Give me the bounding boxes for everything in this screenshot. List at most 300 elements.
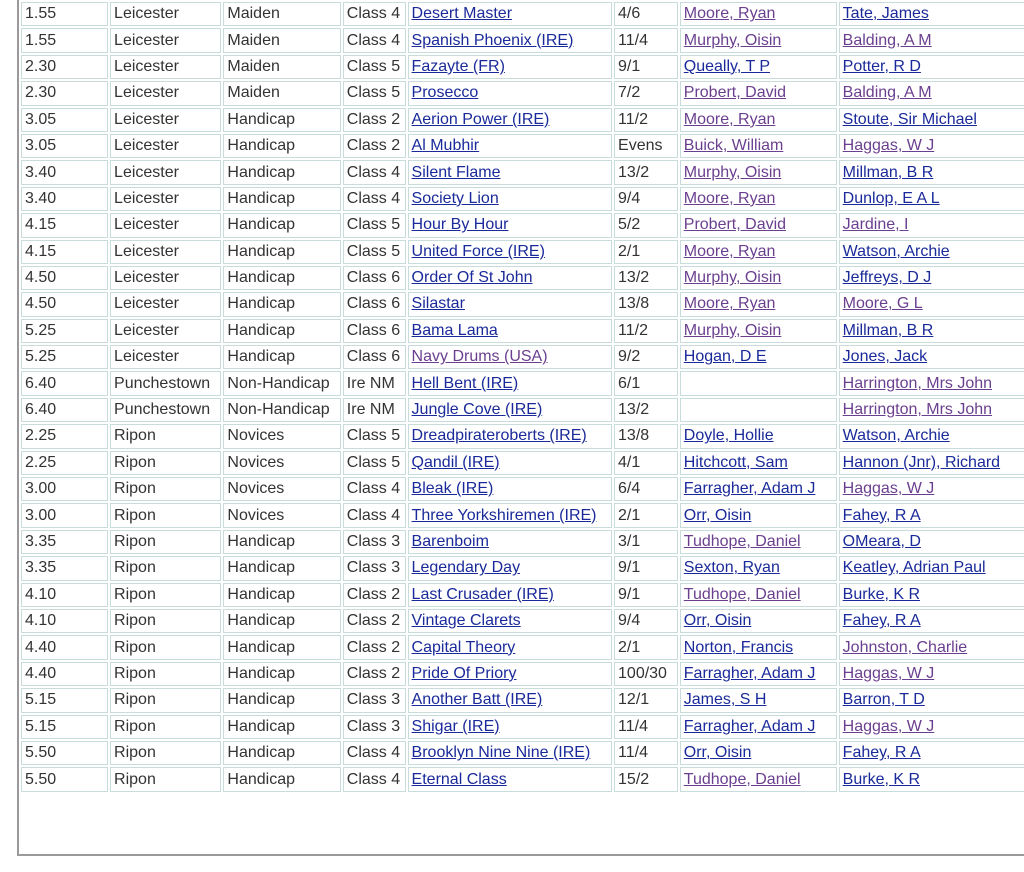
table-row [21,583,1024,607]
jockey-cell [680,134,837,158]
course-cell: Ripon [110,609,221,633]
trainer-cell [839,741,1024,765]
odds-cell: 9/2 [614,345,678,369]
course-cell: Ripon [110,424,221,448]
course-cell: Leicester [110,134,221,158]
jockey-cell [680,2,837,26]
results-table-container [17,0,1024,856]
jockey-cell [680,530,837,554]
horse-link[interactable]: Fazayte (FR) [411,57,505,75]
jockey-link[interactable]: Farragher, Adam J [683,717,816,735]
table-row [21,503,1024,527]
race-time-cell: 4.15 [21,213,108,237]
race-class-cell: Class 2 [343,609,406,633]
odds-cell: 9/1 [614,55,678,79]
table-row [21,319,1024,343]
race-time-cell: 4.50 [21,292,108,316]
race-time-cell: 3.05 [21,108,108,132]
horse-cell [408,503,612,527]
race-type-cell: Handicap [223,662,340,686]
trainer-cell [839,767,1024,791]
race-type-cell: Handicap [223,688,340,712]
course-cell: Leicester [110,213,221,237]
race-class-cell: Class 4 [343,741,406,765]
race-class-cell: Class 3 [343,715,406,739]
horse-link[interactable]: Pride Of Priory [411,664,517,682]
race-class-cell: Class 5 [343,240,406,264]
trainer-link[interactable]: Jeffreys, D J [842,269,932,287]
jockey-link[interactable]: Probert, David [683,84,787,102]
odds-cell: 3/1 [614,530,678,554]
race-class-cell: Class 6 [343,266,406,290]
table-row [21,715,1024,739]
race-time-cell: 6.40 [21,398,108,422]
trainer-cell [839,662,1024,686]
race-type-cell: Handicap [223,583,340,607]
odds-cell: 6/1 [614,371,678,395]
race-time-cell: 3.00 [21,503,108,527]
horse-link[interactable]: Vintage Clarets [411,612,521,630]
trainer-link[interactable]: Potter, R D [842,57,921,75]
course-cell: Ripon [110,583,221,607]
table-row [21,345,1024,369]
horse-cell [408,767,612,791]
jockey-link[interactable]: Norton, Francis [683,638,794,656]
course-cell: Punchestown [110,371,221,395]
race-class-cell: Ire NM [343,371,406,395]
race-class-cell: Class 3 [343,556,406,580]
jockey-cell [680,556,837,580]
table-row [21,240,1024,264]
jockey-cell [680,81,837,105]
horse-link[interactable]: Hour By Hour [411,216,509,234]
table-row [21,530,1024,554]
horse-link[interactable]: United Force (IRE) [411,242,545,260]
horse-link[interactable]: Order Of St John [411,269,533,287]
trainer-link[interactable]: Jardine, I [842,216,909,234]
jockey-link[interactable]: Murphy, Oisin [683,321,782,339]
jockey-cell [680,345,837,369]
course-cell: Leicester [110,240,221,264]
race-time-cell: 4.40 [21,662,108,686]
trainer-cell [839,319,1024,343]
race-time-cell: 1.55 [21,2,108,26]
table-row [21,477,1024,501]
trainer-cell [839,583,1024,607]
race-type-cell: Maiden [223,2,340,26]
horse-link[interactable]: Last Crusader (IRE) [411,585,554,603]
race-class-cell: Class 4 [343,477,406,501]
horse-link[interactable]: Legendary Day [411,559,521,577]
trainer-link[interactable]: Keatley, Adrian Paul [842,559,986,577]
trainer-link[interactable]: OMeara, D [842,533,921,550]
trainer-link[interactable]: Dunlop, E A L [842,189,940,207]
trainer-link[interactable]: Burke, K R [842,585,921,603]
trainer-cell [839,688,1024,712]
odds-cell: 5/2 [614,213,678,237]
trainer-link[interactable]: Haggas, W J [842,137,935,155]
race-type-cell: Handicap [223,715,340,739]
jockey-cell [680,635,837,659]
trainer-link[interactable]: Watson, Archie [842,242,950,260]
course-cell: Ripon [110,715,221,739]
race-type-cell: Maiden [223,81,340,105]
trainer-link[interactable]: Moore, G L [842,295,923,313]
race-time-cell: 2.25 [21,424,108,448]
race-time-cell: 2.30 [21,55,108,79]
jockey-cell [680,398,837,422]
horse-cell [408,55,612,79]
horse-link[interactable]: Capital Theory [411,638,516,656]
table-row [21,108,1024,132]
trainer-link[interactable]: Balding, A M [842,84,932,102]
jockey-cell [680,451,837,475]
race-class-cell: Class 2 [343,662,406,686]
jockey-link[interactable]: Probert, David [683,216,787,234]
trainer-cell [839,292,1024,316]
odds-cell: 6/4 [614,477,678,501]
race-class-cell: Class 6 [343,345,406,369]
odds-cell: 13/2 [614,160,678,184]
trainer-cell [839,81,1024,105]
trainer-link[interactable]: Watson, Archie [842,427,950,445]
odds-cell: 15/2 [614,767,678,791]
trainer-cell [839,451,1024,475]
horse-cell [408,292,612,316]
trainer-link[interactable]: Tate, James [842,5,929,23]
trainer-cell [839,266,1024,290]
table-row [21,662,1024,686]
trainer-link[interactable]: Harrington, Mrs John [842,401,993,419]
odds-cell: 13/2 [614,398,678,422]
horse-link[interactable]: Navy Drums (USA) [411,348,548,366]
course-cell: Leicester [110,292,221,316]
race-type-cell: Handicap [223,345,340,369]
horse-cell [408,28,612,52]
trainer-link[interactable]: Burke, K R [842,770,921,788]
jockey-link[interactable]: Orr, Oisin [683,506,752,524]
table-row [21,741,1024,765]
table-row [21,187,1024,211]
trainer-link[interactable]: Harrington, Mrs John [842,374,993,392]
horse-cell [408,187,612,211]
odds-cell: 11/4 [614,741,678,765]
horse-cell [408,477,612,501]
horse-link[interactable]: Qandil (IRE) [411,453,500,471]
jockey-link[interactable]: Orr, Oisin [683,612,752,630]
jockey-link[interactable]: Farragher, Adam J [683,480,816,498]
odds-cell: 7/2 [614,81,678,105]
horse-cell [408,266,612,290]
horse-link[interactable]: Silent Flame [411,163,501,181]
odds-cell: 13/8 [614,424,678,448]
course-cell: Punchestown [110,398,221,422]
jockey-link[interactable]: Buick, William [683,137,784,155]
table-row [21,266,1024,290]
table-row [21,398,1024,422]
race-class-cell: Class 6 [343,319,406,343]
jockey-link[interactable]: Orr, Oisin [683,744,752,762]
jockey-cell [680,583,837,607]
jockey-link[interactable]: Farragher, Adam J [683,664,816,682]
race-time-cell: 2.25 [21,451,108,475]
race-type-cell: Handicap [223,741,340,765]
race-class-cell: Class 4 [343,160,406,184]
jockey-link[interactable]: Hogan, D E [683,348,767,366]
horse-link[interactable]: Jungle Cove (IRE) [411,401,543,419]
trainer-link[interactable]: Haggas, W J [842,480,935,498]
jockey-link[interactable]: Moore, Ryan [683,5,776,23]
horse-link[interactable]: Shigar (IRE) [411,717,500,735]
trainer-cell [839,715,1024,739]
race-time-cell: 5.15 [21,715,108,739]
trainer-cell [839,345,1024,369]
odds-cell: 100/30 [614,662,678,686]
jockey-cell [680,319,837,343]
race-class-cell: Class 2 [343,635,406,659]
jockey-cell [680,28,837,52]
table-row [21,767,1024,791]
odds-cell: 9/4 [614,609,678,633]
odds-cell: 11/2 [614,108,678,132]
horse-link[interactable]: Eternal Class [411,770,507,788]
jockey-link[interactable]: Murphy, Oisin [683,163,782,181]
horse-cell [408,134,612,158]
race-type-cell: Novices [223,503,340,527]
horse-link[interactable]: Dreadpirateroberts (IRE) [411,427,587,445]
horse-link[interactable]: Hell Bent (IRE) [411,374,519,392]
race-time-cell: 1.55 [21,28,108,52]
jockey-link[interactable]: Hitchcott, Sam [683,453,788,471]
horse-link[interactable]: Bleak (IRE) [411,480,494,498]
race-time-cell: 3.35 [21,530,108,554]
trainer-cell [839,477,1024,501]
jockey-link[interactable]: Queally, T P [683,57,771,75]
race-time-cell: 3.00 [21,477,108,501]
trainer-link[interactable]: Millman, B R [842,321,934,339]
trainer-cell [839,609,1024,633]
race-type-cell: Novices [223,451,340,475]
race-time-cell: 2.30 [21,81,108,105]
trainer-cell [839,424,1024,448]
horse-link[interactable]: Bama Lama [411,321,498,339]
trainer-link[interactable]: Hannon (Jnr), Richard [842,453,1001,471]
jockey-cell [680,266,837,290]
race-type-cell: Handicap [223,160,340,184]
odds-cell: 11/2 [614,319,678,343]
table-row [21,28,1024,52]
race-time-cell: 5.25 [21,319,108,343]
table-row [21,55,1024,79]
horse-cell [408,662,612,686]
jockey-link[interactable]: Moore, Ryan [683,110,776,128]
race-time-cell: 3.40 [21,187,108,211]
jockey-link[interactable]: Doyle, Hollie [683,427,774,445]
race-class-cell: Class 4 [343,503,406,527]
race-class-cell: Class 5 [343,55,406,79]
horse-link[interactable]: Brooklyn Nine Nine (IRE) [411,744,591,762]
jockey-link[interactable]: Murphy, Oisin [683,31,782,49]
race-class-cell: Class 5 [343,424,406,448]
jockey-cell [680,187,837,211]
trainer-link[interactable]: Fahey, R A [842,744,921,762]
race-class-cell: Class 3 [343,688,406,712]
horse-cell [408,556,612,580]
race-time-cell: 4.15 [21,240,108,264]
horse-cell [408,108,612,132]
jockey-link[interactable]: Moore, Ryan [683,295,776,313]
course-cell: Leicester [110,81,221,105]
jockey-cell [680,741,837,765]
jockey-link[interactable]: James, S H [683,691,767,709]
horse-cell [408,609,612,633]
horse-link[interactable]: Al Mubhir [411,137,480,155]
trainer-cell [839,371,1024,395]
horse-cell [408,81,612,105]
odds-cell: 4/6 [614,2,678,26]
course-cell: Leicester [110,345,221,369]
horse-cell [408,530,612,554]
course-cell: Ripon [110,451,221,475]
race-class-cell: Class 5 [343,451,406,475]
trainer-cell [839,28,1024,52]
jockey-link[interactable]: Moore, Ryan [683,242,776,260]
horse-cell [408,635,612,659]
jockey-cell [680,503,837,527]
jockey-cell [680,55,837,79]
horse-link[interactable]: Another Batt (IRE) [411,691,543,709]
jockey-link[interactable]: Tudhope, Daniel [683,585,801,603]
course-cell: Ripon [110,688,221,712]
course-cell: Ripon [110,477,221,501]
trainer-link[interactable]: Jones, Jack [842,348,928,366]
trainer-link[interactable]: Haggas, W J [842,664,935,682]
trainer-link[interactable]: Stoute, Sir Michael [842,110,977,128]
race-time-cell: 5.25 [21,345,108,369]
trainer-cell [839,213,1024,237]
odds-cell: 2/1 [614,240,678,264]
course-cell: Ripon [110,556,221,580]
trainer-link[interactable]: Millman, B R [842,163,934,181]
jockey-link[interactable]: Tudhope, Daniel [683,533,801,550]
horse-cell [408,398,612,422]
race-type-cell: Handicap [223,767,340,791]
horse-cell [408,715,612,739]
jockey-cell [680,292,837,316]
horse-link[interactable]: Silastar [411,295,465,313]
horse-cell [408,213,612,237]
table-row [21,213,1024,237]
course-cell: Leicester [110,28,221,52]
race-type-cell: Novices [223,477,340,501]
odds-cell: 11/4 [614,715,678,739]
race-type-cell: Maiden [223,55,340,79]
course-cell: Leicester [110,319,221,343]
table-row [21,81,1024,105]
trainer-link[interactable]: Haggas, W J [842,717,935,735]
race-class-cell: Class 5 [343,81,406,105]
race-time-cell: 3.35 [21,556,108,580]
race-time-cell: 5.50 [21,767,108,791]
jockey-link[interactable]: Moore, Ryan [683,189,776,207]
table-row [21,424,1024,448]
horse-cell [408,451,612,475]
race-type-cell: Handicap [223,635,340,659]
race-type-cell: Non-Handicap [223,398,340,422]
trainer-cell [839,55,1024,79]
course-cell: Ripon [110,767,221,791]
race-type-cell: Handicap [223,292,340,316]
race-selections-table [19,0,1024,794]
trainer-link[interactable]: Fahey, R A [842,506,921,524]
horse-cell [408,319,612,343]
odds-cell: Evens [614,134,678,158]
jockey-cell [680,108,837,132]
table-row [21,609,1024,633]
jockey-cell [680,371,837,395]
jockey-link[interactable]: Murphy, Oisin [683,269,782,287]
race-class-cell: Class 2 [343,134,406,158]
table-row [21,292,1024,316]
course-cell: Ripon [110,741,221,765]
horse-link[interactable]: Three Yorkshiremen (IRE) [411,506,597,524]
trainer-link[interactable]: Fahey, R A [842,612,921,630]
race-class-cell: Class 4 [343,187,406,211]
horse-link[interactable]: Prosecco [411,84,479,102]
horse-link[interactable]: Desert Master [411,5,513,23]
horse-link[interactable]: Society Lion [411,189,499,207]
course-cell: Leicester [110,55,221,79]
odds-cell: 9/1 [614,583,678,607]
course-cell: Ripon [110,503,221,527]
trainer-cell [839,2,1024,26]
jockey-link[interactable]: Sexton, Ryan [683,559,780,577]
horse-link[interactable]: Aerion Power (IRE) [411,110,550,128]
jockey-cell [680,715,837,739]
jockey-cell [680,477,837,501]
race-type-cell: Novices [223,424,340,448]
trainer-link[interactable]: Barron, T D [842,691,925,709]
race-class-cell: Class 2 [343,583,406,607]
trainer-link[interactable]: Johnston, Charlie [842,638,968,656]
race-time-cell: 4.10 [21,583,108,607]
race-class-cell: Class 5 [343,213,406,237]
course-cell: Ripon [110,635,221,659]
race-type-cell: Non-Handicap [223,371,340,395]
trainer-cell [839,398,1024,422]
trainer-link[interactable]: Balding, A M [842,31,932,49]
horse-link[interactable]: Barenboim [411,533,489,550]
race-type-cell: Handicap [223,609,340,633]
odds-cell: 13/2 [614,266,678,290]
jockey-link[interactable]: Tudhope, Daniel [683,770,801,788]
trainer-cell [839,187,1024,211]
jockey-cell [680,767,837,791]
table-row [21,160,1024,184]
table-row [21,556,1024,580]
horse-cell [408,688,612,712]
course-cell: Ripon [110,662,221,686]
table-row [21,635,1024,659]
horse-link[interactable]: Spanish Phoenix (IRE) [411,31,574,49]
trainer-cell [839,503,1024,527]
race-type-cell: Handicap [223,213,340,237]
course-cell: Leicester [110,266,221,290]
race-class-cell: Class 4 [343,2,406,26]
horse-cell [408,345,612,369]
race-time-cell: 5.50 [21,741,108,765]
odds-cell: 9/4 [614,187,678,211]
